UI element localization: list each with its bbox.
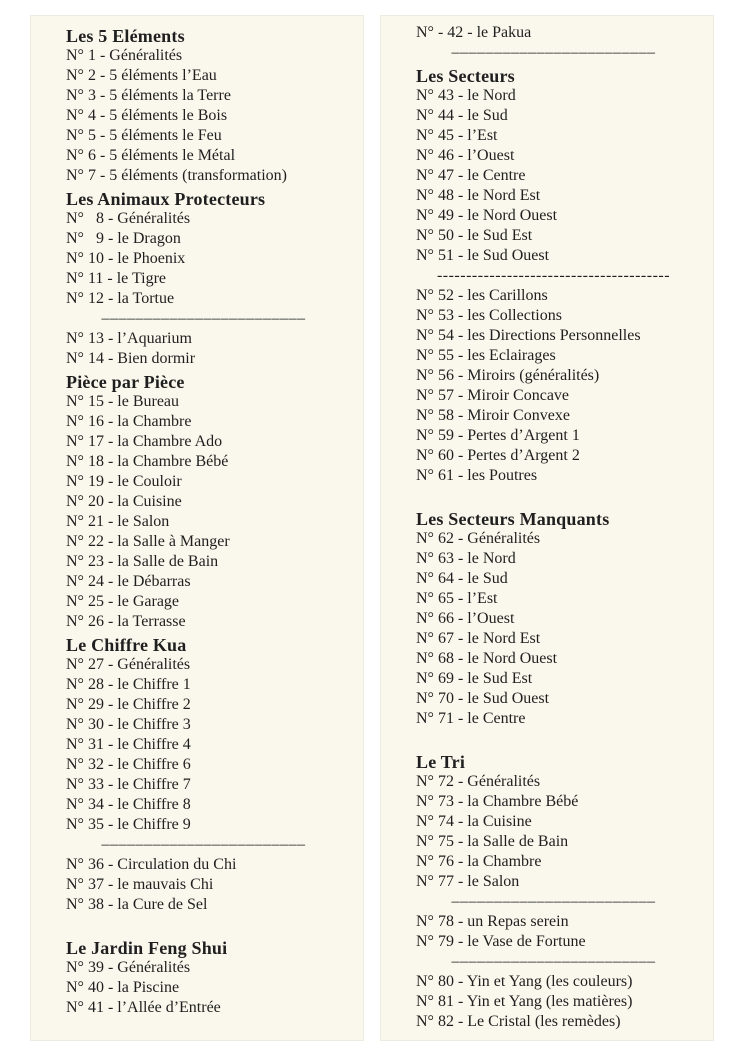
list-item: N° 61 - les Poutres	[416, 467, 538, 484]
list-item: N° 79 - le Vase de Fortune	[416, 933, 586, 950]
list-item: N° 52 - les Carillons	[416, 287, 548, 304]
list-item: N° 76 - la Chambre	[416, 853, 542, 870]
list-item: N° 80 - Yin et Yang (les couleurs)	[416, 973, 633, 990]
list-item: N° 5 - 5 éléments le Feu	[66, 127, 222, 144]
list-item: N° 3 - 5 éléments la Terre	[66, 87, 231, 104]
list-item: N° 67 - le Nord Est	[416, 630, 541, 647]
list-item: N° 81 - Yin et Yang (les matières)	[416, 993, 633, 1010]
list-item: N° 12 - la Tortue	[66, 290, 175, 307]
list-item: N° 47 - le Centre	[416, 167, 526, 184]
section-heading: Pièce par Pièce	[66, 372, 185, 392]
list-item: N° 55 - les Eclairages	[416, 347, 556, 364]
list-item: N° 54 - les Directions Personnelles	[416, 327, 641, 344]
list-item: N° 31 - le Chiffre 4	[66, 736, 191, 753]
list-item: N° 20 - la Cuisine	[66, 493, 182, 510]
list-item: N° 51 - le Sud Ouest	[416, 247, 550, 264]
list-item: N° 25 - le Garage	[66, 593, 180, 610]
list-item: N° 53 - les Collections	[416, 307, 562, 324]
list-item: N° 71 - le Centre	[416, 710, 526, 727]
list-item: N° 43 - le Nord	[416, 87, 516, 104]
list-item: N° 26 - la Terrasse	[66, 613, 186, 630]
section-heading: Les Secteurs Manquants	[416, 509, 610, 529]
separator-line: ––––––––––––––––––––––––	[101, 836, 306, 853]
list-item: N° 50 - le Sud Est	[416, 227, 533, 244]
list-item: N° 36 - Circulation du Chi	[66, 856, 237, 873]
list-item: N° 68 - le Nord Ouest	[416, 650, 558, 667]
list-item: N° 14 - Bien dormir	[66, 350, 196, 367]
list-item: N° 29 - le Chiffre 2	[66, 696, 191, 713]
list-item: N° 64 - le Sud	[416, 570, 508, 587]
list-item: N° 62 - Généralités	[416, 530, 541, 547]
list-item: N° 49 - le Nord Ouest	[416, 207, 558, 224]
list-item: N° 56 - Miroirs (généralités)	[416, 367, 600, 384]
list-column-right	[380, 15, 714, 1041]
list-item: N° 34 - le Chiffre 8	[66, 796, 191, 813]
section-heading: Le Jardin Feng Shui	[66, 938, 228, 958]
list-item: N° 13 - l’Aquarium	[66, 330, 192, 347]
list-item: N° 57 - Miroir Concave	[416, 387, 570, 404]
list-item: N° 77 - le Salon	[416, 873, 520, 890]
list-item: N° 8 - Généralités	[66, 210, 191, 227]
list-item: N° 6 - 5 éléments le Métal	[66, 147, 236, 164]
list-item: N° 21 - le Salon	[66, 513, 170, 530]
section-heading: Les Secteurs	[416, 66, 515, 86]
list-item: N° 37 - le mauvais Chi	[66, 876, 214, 893]
list-item: N° 65 - l’Est	[416, 590, 498, 607]
list-item: N° 60 - Pertes d’Argent 2	[416, 447, 580, 464]
list-item: N° 40 - la Piscine	[66, 979, 180, 996]
list-item: N° 58 - Miroir Convexe	[416, 407, 570, 424]
list-item: N° 17 - la Chambre Ado	[66, 433, 223, 450]
list-item: N° 70 - le Sud Ouest	[416, 690, 550, 707]
list-item: N° 82 - Le Cristal (les remèdes)	[416, 1013, 621, 1030]
list-item: N° - 42 - le Pakua	[416, 24, 532, 41]
spacer	[416, 486, 709, 506]
list-item: N° 27 - Généralités	[66, 656, 191, 673]
separator-line: ––––––––––––––––––––––––	[101, 310, 306, 327]
list-item: N° 16 - la Chambre	[66, 413, 192, 430]
list-item: N° 4 - 5 éléments le Bois	[66, 107, 228, 124]
list-item: N° 28 - le Chiffre 1	[66, 676, 191, 693]
list-item: N° 7 - 5 éléments (transformation)	[66, 167, 287, 184]
list-column-left	[30, 15, 364, 1041]
section-heading: Le Chiffre Kua	[66, 635, 187, 655]
list-item: N° 15 - le Bureau	[66, 393, 180, 410]
list-item: N° 32 - le Chiffre 6	[66, 756, 191, 773]
section-heading: Les 5 Eléments	[66, 26, 185, 46]
list-item: N° 66 - l’Ouest	[416, 610, 515, 627]
list-item: N° 63 - le Nord	[416, 550, 516, 567]
separator-line: ----------------------------------------	[436, 267, 671, 284]
section-heading: Le Tri	[416, 752, 466, 772]
list-item: N° 46 - l’Ouest	[416, 147, 515, 164]
list-item: N° 41 - l’Allée d’Entrée	[66, 999, 221, 1016]
list-item: N° 44 - le Sud	[416, 107, 508, 124]
spacer	[66, 915, 359, 935]
list-item: N° 45 - l’Est	[416, 127, 498, 144]
list-item: N° 10 - le Phoenix	[66, 250, 186, 267]
list-item: N° 48 - le Nord Est	[416, 187, 541, 204]
list-item: N° 72 - Généralités	[416, 773, 541, 790]
list-item: N° 9 - le Dragon	[66, 230, 181, 247]
list-item: N° 1 - Généralités	[66, 47, 183, 64]
spacer	[416, 729, 709, 749]
list-item: N° 19 - le Couloir	[66, 473, 182, 490]
separator-line: ––––––––––––––––––––––––	[451, 44, 656, 61]
list-item: N° 73 - la Chambre Bébé	[416, 793, 579, 810]
list-item: N° 22 - la Salle à Manger	[66, 533, 230, 550]
list-item: N° 74 - la Cuisine	[416, 813, 532, 830]
list-item: N° 35 - le Chiffre 9	[66, 816, 191, 833]
separator-line: ––––––––––––––––––––––––	[451, 953, 656, 970]
list-item: N° 30 - le Chiffre 3	[66, 716, 191, 733]
section-heading: Les Animaux Protecteurs	[66, 189, 266, 209]
list-item: N° 2 - 5 éléments l’Eau	[66, 67, 217, 84]
list-item: N° 78 - un Repas serein	[416, 913, 569, 930]
list-item: N° 33 - le Chiffre 7	[66, 776, 191, 793]
list-item: N° 39 - Généralités	[66, 959, 191, 976]
list-item: N° 38 - la Cure de Sel	[66, 896, 208, 913]
list-item: N° 18 - la Chambre Bébé	[66, 453, 229, 470]
list-item: N° 59 - Pertes d’Argent 1	[416, 427, 580, 444]
list-item: N° 11 - le Tigre	[66, 270, 167, 287]
list-item: N° 24 - le Débarras	[66, 573, 191, 590]
list-item: N° 69 - le Sud Est	[416, 670, 533, 687]
list-item: N° 75 - la Salle de Bain	[416, 833, 569, 850]
list-item: N° 23 - la Salle de Bain	[66, 553, 219, 570]
separator-line: ––––––––––––––––––––––––	[451, 893, 656, 910]
